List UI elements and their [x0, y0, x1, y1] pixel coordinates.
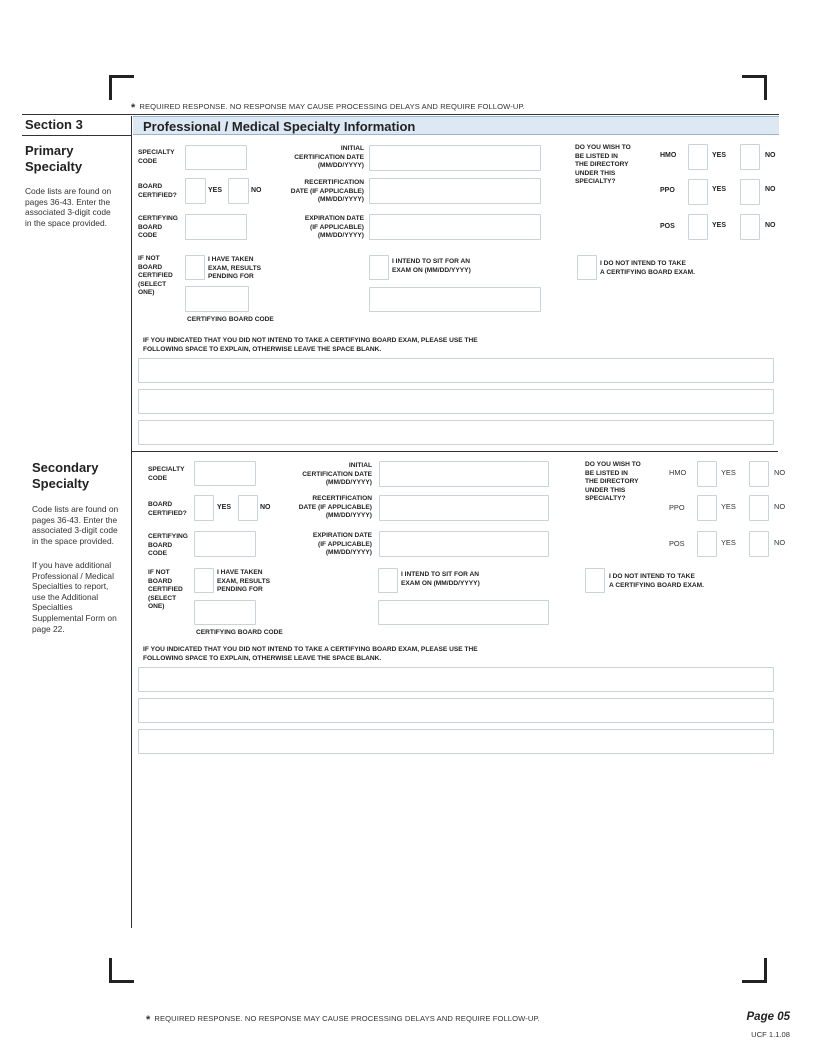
- primary-specialty-code-label: SPECIALTY CODE: [138, 149, 175, 165]
- section-label-rule: [22, 135, 131, 136]
- secondary-heading: Secondary Specialty: [32, 460, 99, 491]
- primary-ppo-yes-checkbox[interactable]: [688, 179, 708, 205]
- secondary-ppo-yes-checkbox[interactable]: [697, 495, 717, 521]
- primary-explain-line-3[interactable]: [138, 420, 774, 445]
- secondary-explain-line-1[interactable]: [138, 667, 774, 692]
- secondary-pos-label: POS: [669, 539, 685, 548]
- secondary-if-not-label: IF NOT BOARD CERTIFIED (SELECT ONE): [148, 569, 183, 611]
- primary-exam-date-input[interactable]: [369, 287, 541, 312]
- secondary-exam-date-input[interactable]: [378, 600, 549, 625]
- primary-pos-label: POS: [660, 223, 675, 230]
- primary-ppo-label: PPO: [660, 187, 675, 194]
- primary-heading: Primary Specialty: [25, 143, 83, 174]
- primary-exam-taken-label: I HAVE TAKEN EXAM, RESULTS PENDING FOR: [208, 256, 261, 281]
- secondary-recert-label: RECERTIFICATION DATE (IF APPLICABLE) (MM/DD/YYYY): [298, 495, 372, 520]
- primary-hmo-no-checkbox[interactable]: [740, 144, 760, 170]
- primary-board-certified-label: BOARD CERTIFIED?: [138, 183, 177, 199]
- primary-ppo-no-checkbox[interactable]: [740, 179, 760, 205]
- primary-if-not-label: IF NOT BOARD CERTIFIED (SELECT ONE): [138, 255, 173, 297]
- primary-hmo-yes-checkbox[interactable]: [688, 144, 708, 170]
- secondary-exam-taken-checkbox[interactable]: [194, 568, 214, 593]
- primary-recert-label: RECERTIFICATION DATE (IF APPLICABLE) (MM/DD/YYYY): [290, 179, 364, 204]
- primary-pending-board-code-input[interactable]: [185, 286, 249, 312]
- secondary-ppo-yes-label: YES: [721, 502, 736, 511]
- secondary-directory-question: DO YOU WISH TO BE LISTED IN THE DIRECTORY UNDER THIS SPECIALTY?: [585, 461, 641, 503]
- primary-expiration-label: EXPIRATION DATE (IF APPLICABLE) (MM/DD/YYYY): [304, 215, 364, 240]
- primary-explain-line-1[interactable]: [138, 358, 774, 383]
- primary-explain-line-2[interactable]: [138, 389, 774, 414]
- secondary-recert-input[interactable]: [379, 495, 549, 521]
- primary-help-text: Code lists are found on pages 36-43. Enter the associated 3-digit code in the space provided.: [25, 186, 112, 228]
- primary-section-end-rule: [131, 451, 778, 452]
- secondary-hmo-yes-label: YES: [721, 468, 736, 477]
- secondary-explain-instructions: IF YOU INDICATED THAT YOU DID NOT INTEND TO TAKE A CERTIFYING BOARD EXAM, PLEASE USE THE FOLLOWING SPACE TO EXPLAIN, OTHERWISE LEAVE THE SPACE BLANK.: [143, 646, 478, 662]
- primary-expiration-input[interactable]: [369, 214, 541, 240]
- secondary-cert-board-code-caption: CERTIFYING BOARD CODE: [196, 629, 283, 636]
- secondary-hmo-no-label: NO: [774, 468, 786, 477]
- secondary-intend-label: I INTEND TO SIT FOR AN EXAM ON (MM/DD/YYYY): [401, 571, 480, 587]
- secondary-board-certified-no-label: NO: [260, 504, 271, 511]
- left-column-divider: [131, 116, 132, 928]
- primary-hmo-label: HMO: [660, 152, 677, 159]
- secondary-pos-no-label: NO: [774, 538, 786, 547]
- primary-pos-no-checkbox[interactable]: [740, 214, 760, 240]
- secondary-additional-help-text: If you have additional Professional / Medical Specialties to report, use the Additional Specialties Supplemental Form on page 22.: [32, 560, 117, 634]
- secondary-pending-board-code-input[interactable]: [194, 600, 256, 625]
- secondary-certifying-board-code-input[interactable]: [194, 531, 256, 557]
- primary-hmo-yes-label: YES: [712, 152, 727, 159]
- secondary-specialty-code-input[interactable]: [194, 461, 256, 486]
- secondary-expiration-label: EXPIRATION DATE (IF APPLICABLE) (MM/DD/YYYY): [312, 532, 372, 557]
- primary-pos-yes-label: YES: [712, 222, 727, 229]
- crop-mark-bottom-left: [109, 958, 134, 983]
- asterisk-icon: *: [131, 102, 136, 114]
- primary-explain-instructions: IF YOU INDICATED THAT YOU DID NOT INTEND TO TAKE A CERTIFYING BOARD EXAM, PLEASE USE THE FOLLOWING SPACE TO EXPLAIN, OTHERWISE LEAVE THE SPACE BLANK.: [143, 337, 478, 353]
- section-title-bar: [133, 116, 779, 135]
- primary-intend-checkbox[interactable]: [369, 255, 389, 280]
- secondary-initial-cert-input[interactable]: [379, 461, 549, 487]
- primary-certifying-board-code-input[interactable]: [185, 214, 247, 240]
- primary-board-certified-yes-label: YES: [208, 187, 223, 194]
- primary-board-certified-yes-checkbox[interactable]: [185, 178, 206, 204]
- page-number: Page 05: [746, 1011, 790, 1023]
- primary-initial-cert-label: INITIAL CERTIFICATION DATE (MM/DD/YYYY): [294, 145, 364, 170]
- primary-directory-question: DO YOU WISH TO BE LISTED IN THE DIRECTORY UNDER THIS SPECIALTY?: [575, 144, 631, 186]
- secondary-pos-yes-label: YES: [721, 538, 736, 547]
- primary-pos-yes-checkbox[interactable]: [688, 214, 708, 240]
- secondary-ppo-label: PPO: [669, 503, 685, 512]
- header-rule: [22, 114, 779, 115]
- secondary-not-intend-checkbox[interactable]: [585, 568, 605, 593]
- primary-specialty-code-input[interactable]: [185, 145, 247, 170]
- primary-board-certified-no-checkbox[interactable]: [228, 178, 249, 204]
- secondary-expiration-input[interactable]: [379, 531, 549, 557]
- secondary-ppo-no-checkbox[interactable]: [749, 495, 769, 521]
- secondary-board-certified-no-checkbox[interactable]: [238, 495, 258, 521]
- secondary-pos-no-checkbox[interactable]: [749, 531, 769, 557]
- primary-certifying-board-code-label: CERTIFYING BOARD CODE: [138, 215, 178, 240]
- secondary-initial-cert-label: INITIAL CERTIFICATION DATE (MM/DD/YYYY): [302, 462, 372, 487]
- required-notice-top: * REQUIRED RESPONSE. NO RESPONSE MAY CAUSE PROCESSING DELAYS AND REQUIRE FOLLOW-UP.: [131, 102, 525, 114]
- secondary-hmo-no-checkbox[interactable]: [749, 461, 769, 487]
- secondary-hmo-yes-checkbox[interactable]: [697, 461, 717, 487]
- secondary-explain-line-2[interactable]: [138, 698, 774, 723]
- secondary-ppo-no-label: NO: [774, 502, 786, 511]
- secondary-help-text: Code lists are found on pages 36-43. Enter the associated 3-digit code in the space provided.: [32, 504, 119, 546]
- asterisk-icon: *: [146, 1014, 151, 1026]
- primary-initial-cert-input[interactable]: [369, 145, 541, 171]
- secondary-not-intend-label: I DO NOT INTEND TO TAKE A CERTIFYING BOARD EXAM.: [609, 573, 705, 589]
- crop-mark-top-right: [742, 75, 767, 100]
- required-notice-bottom: * REQUIRED RESPONSE. NO RESPONSE MAY CAUSE PROCESSING DELAYS AND REQUIRE FOLLOW-UP.: [146, 1014, 540, 1026]
- secondary-certifying-board-code-label: CERTIFYING BOARD CODE: [148, 533, 188, 558]
- primary-pos-no-label: NO: [765, 222, 776, 229]
- secondary-board-certified-yes-checkbox[interactable]: [194, 495, 214, 521]
- secondary-specialty-code-label: SPECIALTY CODE: [148, 466, 185, 482]
- primary-recert-input[interactable]: [369, 178, 541, 204]
- primary-ppo-no-label: NO: [765, 186, 776, 193]
- primary-board-certified-no-label: NO: [251, 187, 262, 194]
- secondary-exam-taken-label: I HAVE TAKEN EXAM, RESULTS PENDING FOR: [217, 569, 270, 594]
- primary-cert-board-code-caption: CERTIFYING BOARD CODE: [187, 316, 274, 323]
- form-version: UCF 1.1.08: [751, 1030, 790, 1039]
- primary-ppo-yes-label: YES: [712, 186, 727, 193]
- secondary-intend-checkbox[interactable]: [378, 568, 398, 593]
- secondary-board-certified-yes-label: YES: [217, 504, 232, 511]
- primary-exam-taken-checkbox[interactable]: [185, 255, 205, 280]
- section-label: Section 3: [25, 117, 83, 132]
- secondary-hmo-label: HMO: [669, 468, 687, 477]
- crop-mark-bottom-right: [742, 958, 767, 983]
- primary-intend-label: I INTEND TO SIT FOR AN EXAM ON (MM/DD/YYYY): [392, 258, 471, 274]
- primary-not-intend-label: I DO NOT INTEND TO TAKE A CERTIFYING BOARD EXAM.: [600, 260, 696, 276]
- secondary-pos-yes-checkbox[interactable]: [697, 531, 717, 557]
- secondary-explain-line-3[interactable]: [138, 729, 774, 754]
- primary-hmo-no-label: NO: [765, 152, 776, 159]
- secondary-board-certified-label: BOARD CERTIFIED?: [148, 501, 187, 517]
- primary-not-intend-checkbox[interactable]: [577, 255, 597, 280]
- crop-mark-top-left: [109, 75, 134, 100]
- section-title: Professional / Medical Specialty Information: [143, 119, 416, 134]
